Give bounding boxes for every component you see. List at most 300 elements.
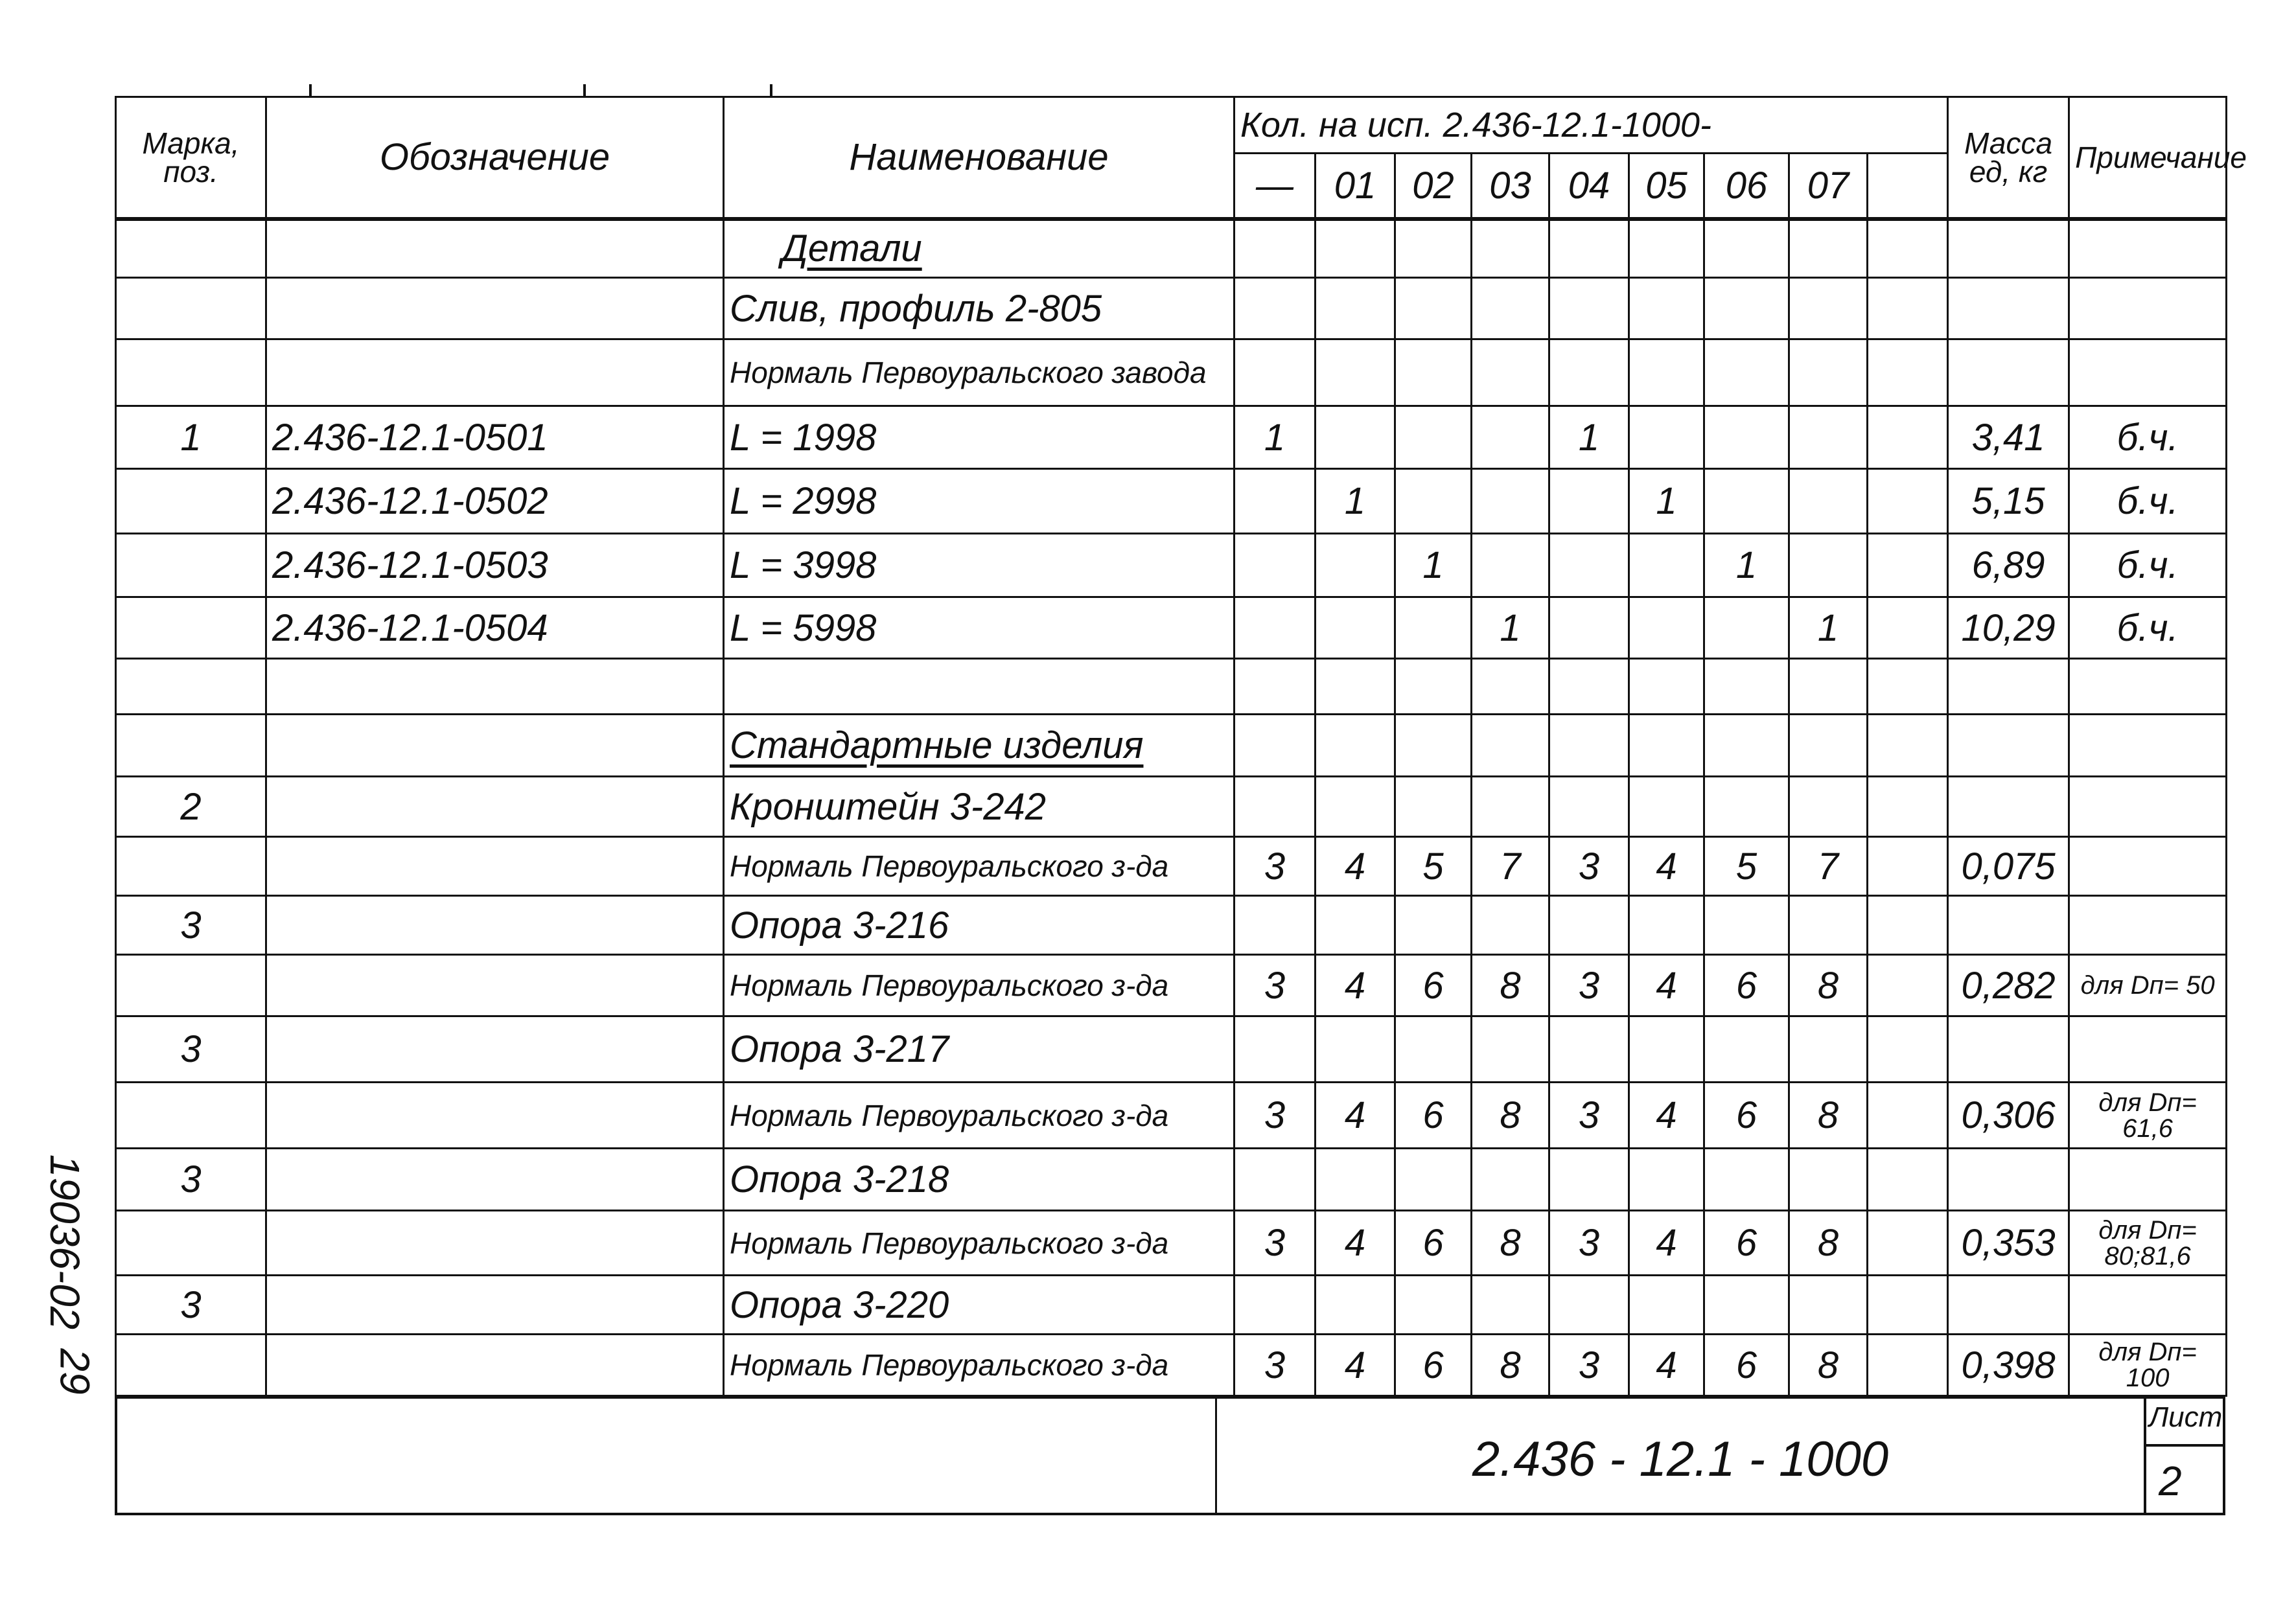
cell-qty [1868, 837, 1948, 896]
cell-name: Опора 3-217 [724, 1016, 1235, 1083]
cell-qty [1235, 1016, 1316, 1083]
cell-qty [1472, 1016, 1549, 1083]
frame-tick [583, 84, 586, 96]
sheet-number: 2 [2159, 1458, 2182, 1504]
cell-name: Кронштейн 3-242 [724, 777, 1235, 837]
table-row [116, 715, 2227, 777]
cell-qty [1868, 1149, 1948, 1211]
cell-note: б.ч. [2069, 469, 2227, 534]
document-code: 2.436 - 12.1 - 1000 [1472, 1432, 1889, 1487]
cell-qty [1235, 597, 1316, 659]
cell-designation [266, 659, 724, 715]
cell-note: б.ч. [2069, 597, 2227, 659]
cell-mark [116, 955, 266, 1016]
cell-qty [1549, 469, 1629, 534]
cell-name: Нормаль Первоуральского з-да [724, 1211, 1235, 1276]
cell-qty [1704, 406, 1789, 469]
cell-qty [1704, 278, 1789, 339]
specification-body [116, 219, 2227, 1396]
cell-note [2069, 715, 2227, 777]
cell-qty: 4 [1629, 1335, 1704, 1396]
table-row [116, 955, 2227, 1016]
cell-qty: 3 [1235, 1211, 1316, 1276]
cell-qty [1395, 469, 1472, 534]
table-row [116, 219, 2227, 278]
cell-name: Нормаль Первоуральского з-да [724, 837, 1235, 896]
cell-qty: 3 [1235, 1083, 1316, 1149]
margin-stamp: 19036-02 [41, 1154, 88, 1330]
cell-qty [1395, 1016, 1472, 1083]
cell-qty: 6 [1395, 955, 1472, 1016]
table-row [116, 339, 2227, 406]
cell-name [724, 715, 1235, 777]
divider [2144, 1444, 2223, 1447]
cell-qty [1704, 1276, 1789, 1335]
cell-mass: 0,282 [1948, 955, 2069, 1016]
cell-note [2069, 1149, 2227, 1211]
cell-qty [1316, 1276, 1395, 1335]
header-qty-col: 03 [1472, 154, 1549, 219]
cell-qty [1704, 469, 1789, 534]
cell-qty [1395, 406, 1472, 469]
cell-mark: 1 [116, 406, 266, 469]
cell-qty: 1 [1629, 469, 1704, 534]
cell-note [2069, 339, 2227, 406]
cell-mass [1948, 659, 2069, 715]
cell-qty [1549, 278, 1629, 339]
cell-qty [1549, 896, 1629, 955]
cell-mark: 3 [116, 1016, 266, 1083]
cell-qty: 1 [1316, 469, 1395, 534]
cell-qty [1316, 219, 1395, 278]
cell-qty [1629, 1149, 1704, 1211]
cell-qty: 6 [1395, 1211, 1472, 1276]
cell-designation [266, 278, 724, 339]
specification-table [115, 96, 2247, 1397]
cell-name: Опора 3-220 [724, 1276, 1235, 1335]
cell-qty: 8 [1789, 955, 1868, 1016]
table-row [116, 1335, 2227, 1396]
cell-mark: 3 [116, 1149, 266, 1211]
cell-mass [1948, 1276, 2069, 1335]
frame-tick [770, 84, 772, 96]
cell-qty [1704, 659, 1789, 715]
cell-qty [1395, 278, 1472, 339]
table-row [116, 406, 2227, 469]
cell-qty [1472, 219, 1549, 278]
cell-qty [1395, 219, 1472, 278]
cell-mark [116, 1335, 266, 1396]
cell-qty [1549, 1149, 1629, 1211]
cell-qty [1629, 1276, 1704, 1335]
cell-qty [1316, 597, 1395, 659]
cell-qty: 8 [1789, 1335, 1868, 1396]
cell-qty: 8 [1472, 1211, 1549, 1276]
cell-qty [1789, 469, 1868, 534]
cell-qty [1868, 715, 1948, 777]
cell-qty [1316, 339, 1395, 406]
cell-qty [1868, 469, 1948, 534]
cell-qty [1472, 469, 1549, 534]
cell-qty [1235, 777, 1316, 837]
header-designation: Обозначение [266, 97, 724, 219]
cell-designation [266, 715, 724, 777]
cell-name: Нормаль Первоуральского з-да [724, 1083, 1235, 1149]
cell-qty [1472, 715, 1549, 777]
cell-qty [1789, 406, 1868, 469]
cell-qty: 1 [1472, 597, 1549, 659]
cell-qty [1629, 659, 1704, 715]
cell-qty [1235, 534, 1316, 597]
sheet-label: Лист [2149, 1401, 2223, 1433]
cell-qty: 4 [1629, 1083, 1704, 1149]
cell-name: Опора 3-216 [724, 896, 1235, 955]
cell-qty [1789, 896, 1868, 955]
header-qty-col [1868, 154, 1948, 219]
cell-qty [1629, 534, 1704, 597]
cell-qty: 4 [1316, 1335, 1395, 1396]
cell-name: Нормаль Первоуральского з-да [724, 955, 1235, 1016]
cell-qty [1395, 1276, 1472, 1335]
cell-qty [1868, 896, 1948, 955]
cell-qty: 3 [1549, 837, 1629, 896]
cell-qty: 6 [1704, 1211, 1789, 1276]
cell-qty [1472, 896, 1549, 955]
cell-qty: 7 [1789, 837, 1868, 896]
cell-qty: 8 [1789, 1211, 1868, 1276]
cell-qty [1395, 715, 1472, 777]
cell-qty [1868, 406, 1948, 469]
cell-qty [1704, 339, 1789, 406]
cell-mass: 0,306 [1948, 1083, 2069, 1149]
cell-qty [1629, 339, 1704, 406]
table-row [116, 534, 2227, 597]
cell-qty [1549, 659, 1629, 715]
table-row [116, 896, 2227, 955]
cell-qty [1868, 1335, 1948, 1396]
cell-designation [266, 955, 724, 1016]
header-qty-col: 05 [1629, 154, 1704, 219]
cell-mark [116, 715, 266, 777]
cell-mass: 10,29 [1948, 597, 2069, 659]
cell-qty [1472, 1276, 1549, 1335]
cell-name: Слив, профиль 2-805 [724, 278, 1235, 339]
cell-mass [1948, 896, 2069, 955]
cell-qty: 6 [1395, 1335, 1472, 1396]
cell-mass [1948, 777, 2069, 837]
cell-qty [1235, 1149, 1316, 1211]
cell-qty [1868, 534, 1948, 597]
cell-qty [1868, 278, 1948, 339]
header-mass: Масса ед, кг [1948, 97, 2069, 219]
cell-qty: 3 [1235, 1335, 1316, 1396]
header-note: Примечание [2069, 97, 2227, 219]
cell-note [2069, 1016, 2227, 1083]
cell-designation [266, 1149, 724, 1211]
cell-qty [1316, 777, 1395, 837]
cell-designation [266, 1335, 724, 1396]
cell-qty [1704, 597, 1789, 659]
cell-qty [1235, 219, 1316, 278]
cell-qty [1235, 469, 1316, 534]
cell-designation [266, 837, 724, 896]
cell-mark [116, 659, 266, 715]
cell-qty: 4 [1629, 1211, 1704, 1276]
cell-qty [1868, 955, 1948, 1016]
cell-name: L = 5998 [724, 597, 1235, 659]
cell-mark: 3 [116, 896, 266, 955]
cell-designation [266, 339, 724, 406]
frame-tick [309, 84, 312, 96]
header-name: Наименование [724, 97, 1235, 219]
cell-qty: 7 [1472, 837, 1549, 896]
cell-mark [116, 597, 266, 659]
cell-qty: 3 [1235, 955, 1316, 1016]
cell-name: L = 1998 [724, 406, 1235, 469]
cell-designation [266, 219, 724, 278]
cell-qty: 3 [1549, 1335, 1629, 1396]
cell-qty [1395, 1149, 1472, 1211]
header-qty-col: 06 [1704, 154, 1789, 219]
cell-qty [1868, 339, 1948, 406]
cell-qty [1316, 1016, 1395, 1083]
cell-qty [1789, 659, 1868, 715]
cell-qty: 4 [1629, 837, 1704, 896]
table-row [116, 1016, 2227, 1083]
cell-mass: 6,89 [1948, 534, 2069, 597]
cell-qty [1395, 597, 1472, 659]
cell-qty [1868, 219, 1948, 278]
cell-qty [1704, 1149, 1789, 1211]
header-mark: Марка, поз. [116, 97, 266, 219]
title-block [115, 1395, 2225, 1515]
cell-qty: 6 [1704, 1335, 1789, 1396]
cell-qty [1549, 715, 1629, 777]
cell-qty [1629, 406, 1704, 469]
table-row [116, 777, 2227, 837]
cell-name: Опора 3-218 [724, 1149, 1235, 1211]
cell-mass [1948, 339, 2069, 406]
cell-qty: 4 [1316, 837, 1395, 896]
cell-qty: 1 [1235, 406, 1316, 469]
cell-qty [1395, 659, 1472, 715]
cell-qty [1235, 715, 1316, 777]
cell-mark [116, 278, 266, 339]
cell-note: для Dп= 50 [2069, 955, 2227, 1016]
cell-designation [266, 896, 724, 955]
cell-qty: 1 [1789, 597, 1868, 659]
cell-qty [1868, 1211, 1948, 1276]
cell-qty [1316, 1149, 1395, 1211]
table-row [116, 1276, 2227, 1335]
cell-qty [1789, 715, 1868, 777]
cell-qty: 1 [1549, 406, 1629, 469]
cell-qty [1629, 278, 1704, 339]
cell-name: L = 3998 [724, 534, 1235, 597]
cell-qty [1789, 777, 1868, 837]
cell-qty [1868, 659, 1948, 715]
cell-mark [116, 469, 266, 534]
cell-mass [1948, 278, 2069, 339]
cell-qty [1316, 534, 1395, 597]
cell-qty [1789, 1276, 1868, 1335]
margin-page-number: 29 [51, 1348, 99, 1395]
cell-designation: 2.436-12.1-0501 [266, 406, 724, 469]
cell-name [724, 659, 1235, 715]
cell-qty [1395, 777, 1472, 837]
cell-qty [1395, 896, 1472, 955]
cell-note [2069, 278, 2227, 339]
cell-designation [266, 1211, 724, 1276]
cell-qty: 1 [1395, 534, 1472, 597]
cell-qty: 8 [1472, 1335, 1549, 1396]
cell-qty [1316, 278, 1395, 339]
cell-qty [1235, 278, 1316, 339]
cell-qty [1235, 896, 1316, 955]
cell-note: для Dп= 80;81,6 [2069, 1211, 2227, 1276]
header-qty-col: 02 [1395, 154, 1472, 219]
cell-mass: 0,353 [1948, 1211, 2069, 1276]
cell-qty: 6 [1704, 1083, 1789, 1149]
cell-qty: 5 [1704, 837, 1789, 896]
cell-qty: 8 [1472, 1083, 1549, 1149]
cell-note [2069, 777, 2227, 837]
cell-qty [1549, 1276, 1629, 1335]
cell-qty [1549, 597, 1629, 659]
cell-qty: 4 [1629, 955, 1704, 1016]
cell-qty: 4 [1316, 1211, 1395, 1276]
cell-qty [1629, 777, 1704, 837]
cell-mass [1948, 1149, 2069, 1211]
cell-qty [1316, 896, 1395, 955]
cell-qty: 3 [1235, 837, 1316, 896]
table-row [116, 278, 2227, 339]
cell-qty [1704, 715, 1789, 777]
cell-qty [1789, 534, 1868, 597]
cell-note [2069, 1276, 2227, 1335]
cell-qty: 8 [1789, 1083, 1868, 1149]
cell-qty [1472, 1149, 1549, 1211]
cell-mark [116, 534, 266, 597]
cell-mark [116, 837, 266, 896]
cell-mass [1948, 715, 2069, 777]
table-row [116, 659, 2227, 715]
cell-mass: 3,41 [1948, 406, 2069, 469]
cell-qty [1629, 1016, 1704, 1083]
cell-mass: 5,15 [1948, 469, 2069, 534]
cell-mark: 2 [116, 777, 266, 837]
cell-qty: 8 [1472, 955, 1549, 1016]
cell-qty [1549, 219, 1629, 278]
cell-qty: 5 [1395, 837, 1472, 896]
cell-mass [1948, 219, 2069, 278]
cell-mark: 3 [116, 1276, 266, 1335]
cell-name: Нормаль Первоуральского завода [724, 339, 1235, 406]
cell-qty [1704, 777, 1789, 837]
cell-qty [1789, 219, 1868, 278]
cell-qty [1629, 896, 1704, 955]
cell-qty [1704, 219, 1789, 278]
cell-qty [1472, 278, 1549, 339]
cell-name: Нормаль Первоуральского з-да [724, 1335, 1235, 1396]
cell-qty [1868, 1276, 1948, 1335]
cell-qty [1472, 777, 1549, 837]
cell-designation [266, 1083, 724, 1149]
header-qty-col: 01 [1316, 154, 1395, 219]
cell-qty [1704, 1016, 1789, 1083]
cell-name: L = 2998 [724, 469, 1235, 534]
cell-qty [1629, 597, 1704, 659]
cell-qty: 4 [1316, 955, 1395, 1016]
cell-mark [116, 1211, 266, 1276]
header-qty-col: 04 [1549, 154, 1629, 219]
table-row [116, 1211, 2227, 1276]
cell-qty [1868, 777, 1948, 837]
header-qty-col: — [1235, 154, 1316, 219]
cell-qty [1549, 1016, 1629, 1083]
cell-qty [1549, 339, 1629, 406]
cell-mass: 0,075 [1948, 837, 2069, 896]
table-row [116, 837, 2227, 896]
cell-mass [1948, 1016, 2069, 1083]
cell-mark [116, 1083, 266, 1149]
cell-mark [116, 339, 266, 406]
cell-qty: 6 [1704, 955, 1789, 1016]
cell-qty [1629, 219, 1704, 278]
table-row [116, 1083, 2227, 1149]
header-qty-title: Кол. на исп. 2.436-12.1-1000- [1235, 97, 1948, 154]
header-row [116, 97, 2227, 154]
cell-qty [1789, 278, 1868, 339]
cell-qty [1472, 406, 1549, 469]
cell-qty: 1 [1704, 534, 1789, 597]
cell-designation: 2.436-12.1-0503 [266, 534, 724, 597]
cell-designation [266, 777, 724, 837]
cell-qty: 3 [1549, 1083, 1629, 1149]
cell-note [2069, 659, 2227, 715]
cell-qty [1235, 659, 1316, 715]
cell-designation: 2.436-12.1-0502 [266, 469, 724, 534]
cell-qty: 4 [1316, 1083, 1395, 1149]
cell-name [724, 219, 1235, 278]
cell-qty [1789, 1016, 1868, 1083]
table-row [116, 597, 2227, 659]
cell-qty [1868, 597, 1948, 659]
cell-qty [1395, 339, 1472, 406]
cell-qty [1629, 715, 1704, 777]
cell-qty [1789, 1149, 1868, 1211]
cell-qty [1316, 406, 1395, 469]
table-row [116, 1149, 2227, 1211]
cell-qty [1235, 1276, 1316, 1335]
cell-note [2069, 896, 2227, 955]
cell-mass: 0,398 [1948, 1335, 2069, 1396]
cell-note [2069, 219, 2227, 278]
cell-qty [1868, 1016, 1948, 1083]
cell-qty: 3 [1549, 1211, 1629, 1276]
cell-designation [266, 1276, 724, 1335]
cell-qty [1704, 896, 1789, 955]
divider [2144, 1399, 2146, 1513]
cell-designation [266, 1016, 724, 1083]
cell-qty [1549, 777, 1629, 837]
cell-note: для Dп= 61,6 [2069, 1083, 2227, 1149]
cell-note: б.ч. [2069, 534, 2227, 597]
cell-mark [116, 219, 266, 278]
cell-note [2069, 837, 2227, 896]
cell-qty [1472, 659, 1549, 715]
table-row [116, 469, 2227, 534]
